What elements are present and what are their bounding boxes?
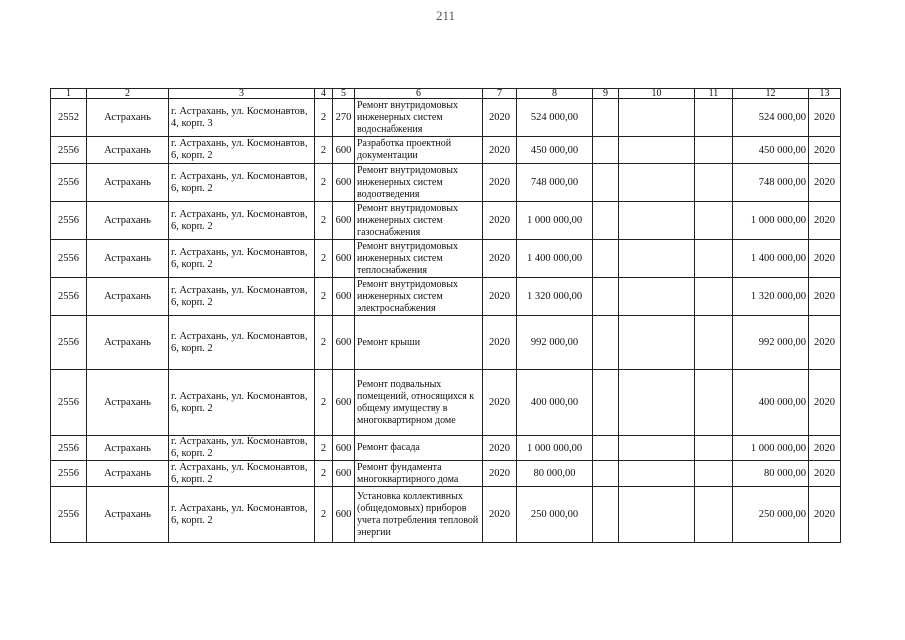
col10-cell bbox=[619, 487, 695, 543]
col11-cell bbox=[695, 436, 733, 461]
col-header-4: 4 bbox=[315, 89, 333, 99]
total-cost-cell: 1 000 000,00 bbox=[733, 436, 809, 461]
total-cost-cell: 1 000 000,00 bbox=[733, 202, 809, 240]
page-number: 211 bbox=[436, 8, 456, 23]
address-cell: г. Астрахань, ул. Космонавтов, 6, корп. 2 bbox=[169, 487, 315, 543]
col10-cell bbox=[619, 316, 695, 370]
year-cell: 2020 bbox=[483, 202, 517, 240]
area-cell: 600 bbox=[333, 316, 355, 370]
table-row bbox=[51, 99, 841, 137]
col9-cell bbox=[593, 278, 619, 316]
house-id-cell: 2556 bbox=[51, 316, 87, 370]
end-year-cell: 2020 bbox=[809, 202, 841, 240]
area-cell: 600 bbox=[333, 202, 355, 240]
category-cell: 2 bbox=[315, 436, 333, 461]
col-header-7: 7 bbox=[483, 89, 517, 99]
col11-cell bbox=[695, 202, 733, 240]
address-cell: г. Астрахань, ул. Космонавтов, 6, корп. 2 bbox=[169, 436, 315, 461]
col-header-11: 11 bbox=[695, 89, 733, 99]
work-type-cell: Ремонт внутридомовых инженерных систем водоснабжения bbox=[355, 99, 483, 137]
col11-cell bbox=[695, 487, 733, 543]
year-cell: 2020 bbox=[483, 240, 517, 278]
cost-cell: 250 000,00 bbox=[517, 487, 593, 543]
end-year-cell: 2020 bbox=[809, 461, 841, 487]
cost-cell: 1 000 000,00 bbox=[517, 436, 593, 461]
area-cell: 600 bbox=[333, 436, 355, 461]
table-row bbox=[51, 316, 841, 370]
year-cell: 2020 bbox=[483, 436, 517, 461]
address-cell: г. Астрахань, ул. Космонавтов, 6, корп. 2 bbox=[169, 137, 315, 164]
work-type-cell: Ремонт подвальных помещений, относящихся к общему имуществу в многоквартирном доме bbox=[355, 370, 483, 436]
col11-cell bbox=[695, 461, 733, 487]
city-cell: Астрахань bbox=[87, 240, 169, 278]
cost-cell: 400 000,00 bbox=[517, 370, 593, 436]
end-year-cell: 2020 bbox=[809, 278, 841, 316]
col11-cell bbox=[695, 99, 733, 137]
house-id-cell: 2552 bbox=[51, 99, 87, 137]
category-cell: 2 bbox=[315, 278, 333, 316]
work-type-cell: Ремонт внутридомовых инженерных систем водоотведения bbox=[355, 164, 483, 202]
col10-cell bbox=[619, 436, 695, 461]
col-header-3: 3 bbox=[169, 89, 315, 99]
col11-cell bbox=[695, 278, 733, 316]
col-header-10: 10 bbox=[619, 89, 695, 99]
col-header-1: 1 bbox=[51, 89, 87, 99]
address-cell: г. Астрахань, ул. Космонавтов, 4, корп. 3 bbox=[169, 99, 315, 137]
category-cell: 2 bbox=[315, 370, 333, 436]
total-cost-cell: 748 000,00 bbox=[733, 164, 809, 202]
house-id-cell: 2556 bbox=[51, 487, 87, 543]
work-type-cell: Установка коллективных (общедомовых) приборов учета потребления тепловой энергии bbox=[355, 487, 483, 543]
address-cell: г. Астрахань, ул. Космонавтов, 6, корп. 2 bbox=[169, 370, 315, 436]
category-cell: 2 bbox=[315, 137, 333, 164]
city-cell: Астрахань bbox=[87, 164, 169, 202]
col-header-2: 2 bbox=[87, 89, 169, 99]
table-row bbox=[51, 202, 841, 240]
total-cost-cell: 250 000,00 bbox=[733, 487, 809, 543]
col10-cell bbox=[619, 278, 695, 316]
col10-cell bbox=[619, 461, 695, 487]
end-year-cell: 2020 bbox=[809, 164, 841, 202]
col9-cell bbox=[593, 99, 619, 137]
col11-cell bbox=[695, 240, 733, 278]
category-cell: 2 bbox=[315, 461, 333, 487]
col9-cell bbox=[593, 370, 619, 436]
end-year-cell: 2020 bbox=[809, 240, 841, 278]
col10-cell bbox=[619, 370, 695, 436]
cost-cell: 1 320 000,00 bbox=[517, 278, 593, 316]
end-year-cell: 2020 bbox=[809, 487, 841, 543]
work-type-cell: Ремонт внутридомовых инженерных систем теплоснабжения bbox=[355, 240, 483, 278]
year-cell: 2020 bbox=[483, 370, 517, 436]
col10-cell bbox=[619, 202, 695, 240]
city-cell: Астрахань bbox=[87, 278, 169, 316]
col-header-12: 12 bbox=[733, 89, 809, 99]
table-row bbox=[51, 436, 841, 461]
city-cell: Астрахань bbox=[87, 370, 169, 436]
total-cost-cell: 992 000,00 bbox=[733, 316, 809, 370]
col9-cell bbox=[593, 137, 619, 164]
address-cell: г. Астрахань, ул. Космонавтов, 6, корп. 2 bbox=[169, 164, 315, 202]
year-cell: 2020 bbox=[483, 487, 517, 543]
category-cell: 2 bbox=[315, 164, 333, 202]
work-type-cell: Ремонт фасада bbox=[355, 436, 483, 461]
total-cost-cell: 400 000,00 bbox=[733, 370, 809, 436]
total-cost-cell: 524 000,00 bbox=[733, 99, 809, 137]
end-year-cell: 2020 bbox=[809, 436, 841, 461]
cost-cell: 748 000,00 bbox=[517, 164, 593, 202]
category-cell: 2 bbox=[315, 487, 333, 543]
cost-cell: 1 400 000,00 bbox=[517, 240, 593, 278]
city-cell: Астрахань bbox=[87, 461, 169, 487]
city-cell: Астрахань bbox=[87, 137, 169, 164]
area-cell: 600 bbox=[333, 461, 355, 487]
col9-cell bbox=[593, 240, 619, 278]
work-type-cell: Ремонт крыши bbox=[355, 316, 483, 370]
col11-cell bbox=[695, 316, 733, 370]
table-body bbox=[51, 99, 841, 543]
col9-cell bbox=[593, 436, 619, 461]
cost-cell: 450 000,00 bbox=[517, 137, 593, 164]
col-header-9: 9 bbox=[593, 89, 619, 99]
cost-cell: 992 000,00 bbox=[517, 316, 593, 370]
house-id-cell: 2556 bbox=[51, 461, 87, 487]
table-row bbox=[51, 137, 841, 164]
city-cell: Астрахань bbox=[87, 99, 169, 137]
table-row bbox=[51, 487, 841, 543]
work-type-cell: Разработка проектной документации bbox=[355, 137, 483, 164]
city-cell: Астрахань bbox=[87, 487, 169, 543]
col9-cell bbox=[593, 316, 619, 370]
col10-cell bbox=[619, 164, 695, 202]
col11-cell bbox=[695, 164, 733, 202]
area-cell: 600 bbox=[333, 278, 355, 316]
year-cell: 2020 bbox=[483, 278, 517, 316]
address-cell: г. Астрахань, ул. Космонавтов, 6, корп. 2 bbox=[169, 461, 315, 487]
city-cell: Астрахань bbox=[87, 202, 169, 240]
house-id-cell: 2556 bbox=[51, 137, 87, 164]
col11-cell bbox=[695, 137, 733, 164]
house-id-cell: 2556 bbox=[51, 164, 87, 202]
col10-cell bbox=[619, 240, 695, 278]
category-cell: 2 bbox=[315, 99, 333, 137]
repair-register-table bbox=[50, 88, 841, 543]
table-row bbox=[51, 278, 841, 316]
total-cost-cell: 80 000,00 bbox=[733, 461, 809, 487]
address-cell: г. Астрахань, ул. Космонавтов, 6, корп. 2 bbox=[169, 316, 315, 370]
address-cell: г. Астрахань, ул. Космонавтов, 6, корп. 2 bbox=[169, 240, 315, 278]
col9-cell bbox=[593, 164, 619, 202]
cost-cell: 80 000,00 bbox=[517, 461, 593, 487]
house-id-cell: 2556 bbox=[51, 202, 87, 240]
area-cell: 600 bbox=[333, 164, 355, 202]
year-cell: 2020 bbox=[483, 164, 517, 202]
table-row bbox=[51, 240, 841, 278]
col-header-13: 13 bbox=[809, 89, 841, 99]
col-header-8: 8 bbox=[517, 89, 593, 99]
area-cell: 600 bbox=[333, 487, 355, 543]
total-cost-cell: 1 320 000,00 bbox=[733, 278, 809, 316]
category-cell: 2 bbox=[315, 202, 333, 240]
table-row bbox=[51, 164, 841, 202]
col9-cell bbox=[593, 487, 619, 543]
work-type-cell: Ремонт внутридомовых инженерных систем электроснабжения bbox=[355, 278, 483, 316]
col-header-6: 6 bbox=[355, 89, 483, 99]
year-cell: 2020 bbox=[483, 99, 517, 137]
area-cell: 600 bbox=[333, 370, 355, 436]
house-id-cell: 2556 bbox=[51, 370, 87, 436]
category-cell: 2 bbox=[315, 240, 333, 278]
work-type-cell: Ремонт внутридомовых инженерных систем газоснабжения bbox=[355, 202, 483, 240]
header-row bbox=[51, 89, 841, 99]
house-id-cell: 2556 bbox=[51, 240, 87, 278]
address-cell: г. Астрахань, ул. Космонавтов, 6, корп. 2 bbox=[169, 202, 315, 240]
area-cell: 600 bbox=[333, 137, 355, 164]
table-row bbox=[51, 461, 841, 487]
col9-cell bbox=[593, 202, 619, 240]
col-header-5: 5 bbox=[333, 89, 355, 99]
table-row bbox=[51, 370, 841, 436]
end-year-cell: 2020 bbox=[809, 316, 841, 370]
year-cell: 2020 bbox=[483, 316, 517, 370]
year-cell: 2020 bbox=[483, 137, 517, 164]
address-cell: г. Астрахань, ул. Космонавтов, 6, корп. 2 bbox=[169, 278, 315, 316]
col9-cell bbox=[593, 461, 619, 487]
col10-cell bbox=[619, 99, 695, 137]
year-cell: 2020 bbox=[483, 461, 517, 487]
col10-cell bbox=[619, 137, 695, 164]
category-cell: 2 bbox=[315, 316, 333, 370]
cost-cell: 1 000 000,00 bbox=[517, 202, 593, 240]
house-id-cell: 2556 bbox=[51, 278, 87, 316]
cost-cell: 524 000,00 bbox=[517, 99, 593, 137]
total-cost-cell: 450 000,00 bbox=[733, 137, 809, 164]
house-id-cell: 2556 bbox=[51, 436, 87, 461]
col11-cell bbox=[695, 370, 733, 436]
area-cell: 600 bbox=[333, 240, 355, 278]
city-cell: Астрахань bbox=[87, 316, 169, 370]
end-year-cell: 2020 bbox=[809, 137, 841, 164]
end-year-cell: 2020 bbox=[809, 370, 841, 436]
total-cost-cell: 1 400 000,00 bbox=[733, 240, 809, 278]
area-cell: 270 bbox=[333, 99, 355, 137]
city-cell: Астрахань bbox=[87, 436, 169, 461]
end-year-cell: 2020 bbox=[809, 99, 841, 137]
work-type-cell: Ремонт фундамента многоквартирного дома bbox=[355, 461, 483, 487]
